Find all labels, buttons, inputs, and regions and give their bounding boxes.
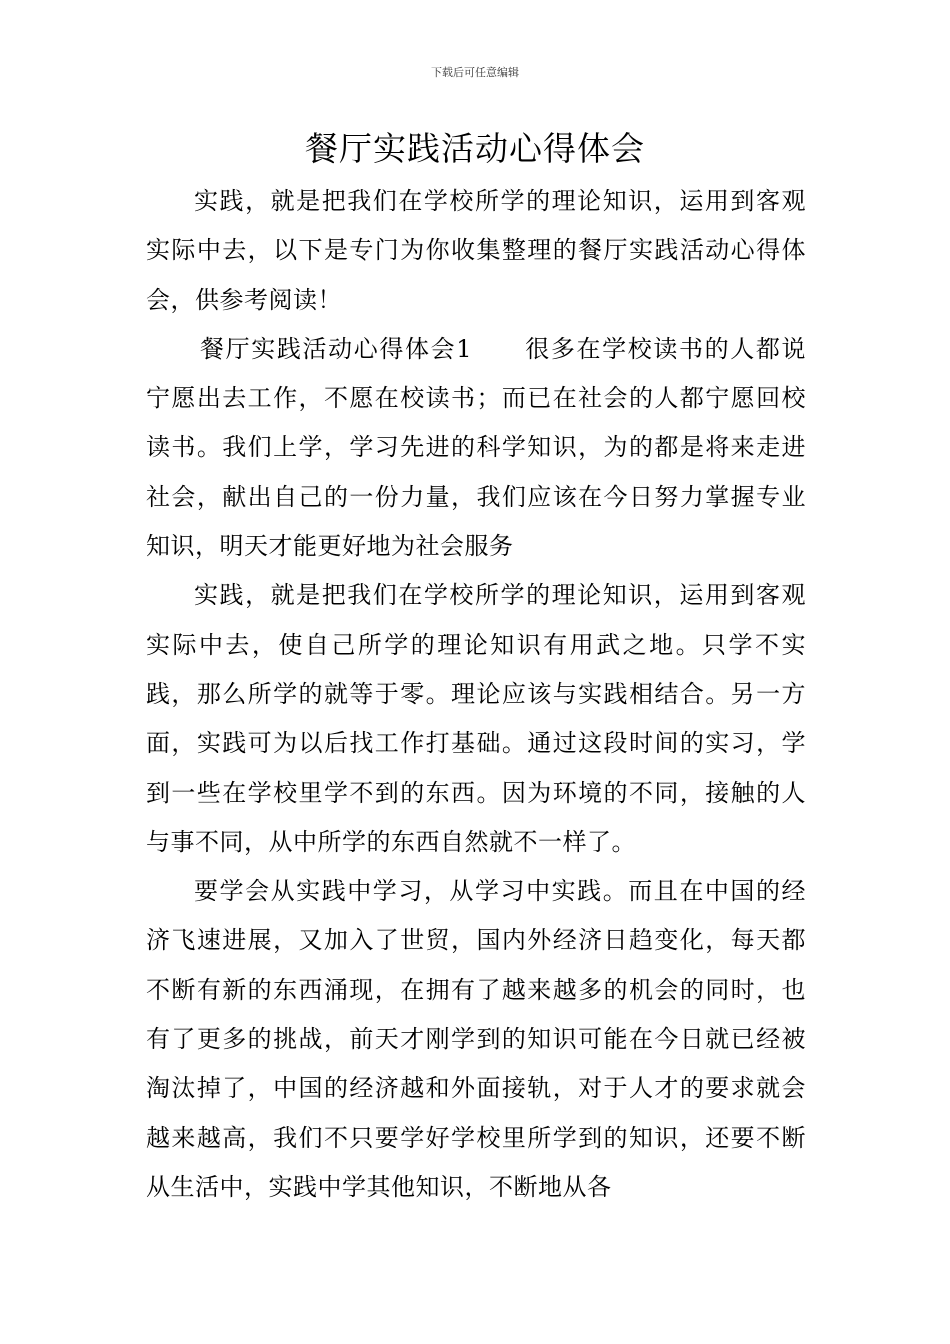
paragraph-practice: 实践，就是把我们在学校所学的理论知识，运用到客观实际中去，使自己所学的理论知识有用武之地。只学不实践，那么所学的就等于零。理论应该与实践相结合。另一方面，实践可为以后找工作打基础。通过这段时间的实习，学到一些在学校里学不到的东西。因为环境的不同，接触的人与事不同，从中所学的东西自然就不一样了。: [146, 581, 806, 856]
document-title: 餐厅实践活动心得体会: [305, 129, 645, 168]
section-heading: 餐厅实践活动心得体会1: [200, 334, 473, 363]
paragraph-intro: 实践，就是把我们在学校所学的理论知识，运用到客观实际中去，以下是专门为你收集整理的餐厅实践活动心得体会，供参考阅读！: [146, 187, 806, 314]
paragraph-section-1: [146, 325, 806, 571]
document-body: [146, 177, 806, 1212]
paragraph-learning: 要学会从实践中学习，从学习中实践。而且在中国的经济飞速进展，又加入了世贸，国内外经济日趋变化，每天都不断有新的东西涌现，在拥有了越来越多的机会的同时，也有了更多的挑战，前天才刚学到的知识可能在今日就已经被淘汰掉了，中国的经济越和外面接轨，对于人才的要求就会越来越高，我们不只要学好学校里所学到的知识，还要不断从生活中，实践中学其他知识，不断地从各: [146, 877, 806, 1201]
header-note: 下载后可任意编辑: [431, 66, 519, 79]
section-text: 很多在学校读书的人都说宁愿出去工作，不愿在校读书；而已在社会的人都宁愿回校读书。我们上学，学习先进的科学知识，为的都是将来走进社会，献出自己的一份力量，我们应该在今日努力掌握专业知识，明天才能更好地为社会服务: [146, 334, 807, 561]
